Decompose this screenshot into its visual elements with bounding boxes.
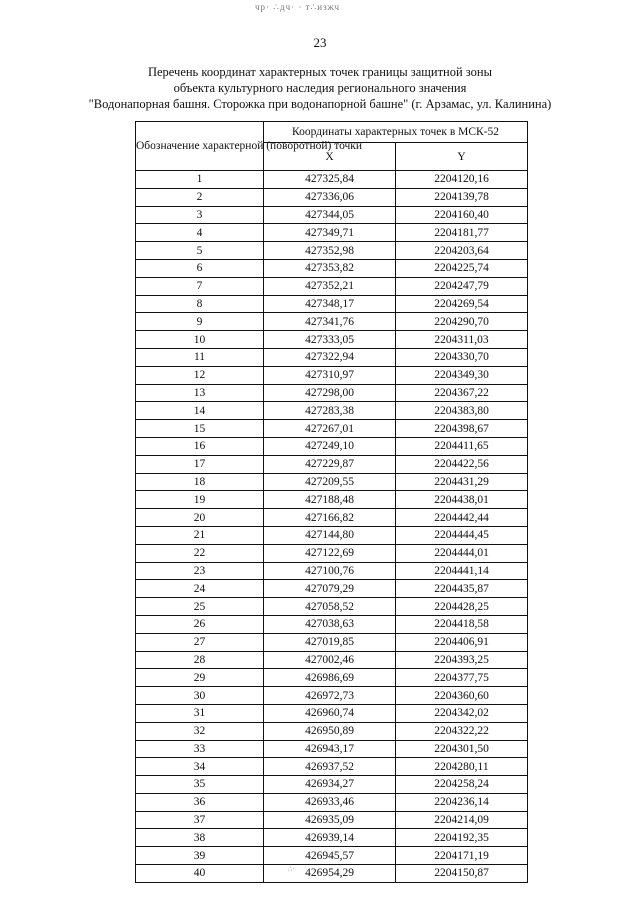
cell-point-number: 18: [136, 473, 264, 491]
cell-y: 2204330,70: [396, 348, 528, 366]
cell-y: 2204150,87: [396, 865, 528, 883]
cell-x: 426935,09: [264, 811, 396, 829]
table-row: [136, 615, 528, 633]
cell-y: 2204225,74: [396, 259, 528, 277]
cell-y: 2204247,79: [396, 277, 528, 295]
cell-point-number: 34: [136, 758, 264, 776]
cell-x: 427079,29: [264, 580, 396, 598]
cell-point-number: 36: [136, 793, 264, 811]
cell-point-number: 38: [136, 829, 264, 847]
cell-y: 2204438,01: [396, 491, 528, 509]
table-row: [136, 348, 528, 366]
cell-point-number: 13: [136, 384, 264, 402]
cell-x: 426939,14: [264, 829, 396, 847]
header-coordinates: Координаты характерных точек в МСК-52: [264, 122, 528, 143]
cell-point-number: 37: [136, 811, 264, 829]
cell-x: 427325,84: [264, 171, 396, 189]
cell-x: 427336,06: [264, 188, 396, 206]
table-row: [136, 384, 528, 402]
cell-y: 2204442,44: [396, 509, 528, 527]
cell-point-number: 6: [136, 259, 264, 277]
cell-y: 2204418,58: [396, 615, 528, 633]
cell-x: 426986,69: [264, 669, 396, 687]
cell-x: 426950,89: [264, 722, 396, 740]
cell-x: 427322,94: [264, 348, 396, 366]
cell-point-number: 26: [136, 615, 264, 633]
cell-x: 427353,82: [264, 259, 396, 277]
table-row: [136, 206, 528, 224]
cell-y: 2204301,50: [396, 740, 528, 758]
cell-point-number: 21: [136, 526, 264, 544]
table-row: [136, 491, 528, 509]
cell-x: 427209,55: [264, 473, 396, 491]
table-row: [136, 437, 528, 455]
table-row: [136, 224, 528, 242]
table-row: [136, 598, 528, 616]
cell-point-number: 9: [136, 313, 264, 331]
cell-y: 2204383,80: [396, 402, 528, 420]
cell-y: 2204192,35: [396, 829, 528, 847]
cell-y: 2204181,77: [396, 224, 528, 242]
cell-y: 2204441,14: [396, 562, 528, 580]
table-row: [136, 402, 528, 420]
table-row: [136, 171, 528, 189]
coordinates-table: [135, 121, 528, 883]
cell-y: 2204435,87: [396, 580, 528, 598]
cell-point-number: 11: [136, 348, 264, 366]
cell-point-number: 40: [136, 865, 264, 883]
cell-point-number: 15: [136, 420, 264, 438]
cell-x: 427249,10: [264, 437, 396, 455]
cell-x: 427267,01: [264, 420, 396, 438]
cell-point-number: 33: [136, 740, 264, 758]
cell-x: 427333,05: [264, 331, 396, 349]
scan-artifact-marks: чр· ∴дч· · т∴изжч: [255, 2, 340, 12]
cell-x: 427349,71: [264, 224, 396, 242]
cell-point-number: 3: [136, 206, 264, 224]
cell-point-number: 1: [136, 171, 264, 189]
table-row: [136, 295, 528, 313]
cell-x: 427188,48: [264, 491, 396, 509]
table-row: [136, 242, 528, 260]
cell-x: 427166,82: [264, 509, 396, 527]
table-row: [136, 188, 528, 206]
cell-y: 2204393,25: [396, 651, 528, 669]
cell-point-number: 7: [136, 277, 264, 295]
cell-point-number: 30: [136, 687, 264, 705]
title-line-3: "Водонапорная башня. Сторожка при водонапорной башне" (г. Арзамас, ул. Калинина): [88, 97, 552, 111]
cell-point-number: 4: [136, 224, 264, 242]
cell-x: 427348,17: [264, 295, 396, 313]
cell-y: 2204236,14: [396, 793, 528, 811]
cell-x: 426954,29: [264, 865, 396, 883]
cell-x: 426933,46: [264, 793, 396, 811]
cell-x: 427344,05: [264, 206, 396, 224]
cell-y: 2204214,09: [396, 811, 528, 829]
cell-y: 2204406,91: [396, 633, 528, 651]
cell-x: 427283,38: [264, 402, 396, 420]
cell-y: 2204360,60: [396, 687, 528, 705]
cell-point-number: 35: [136, 776, 264, 794]
cell-y: 2204428,25: [396, 598, 528, 616]
table-row: [136, 633, 528, 651]
cell-y: 2204139,78: [396, 188, 528, 206]
cell-x: 426945,57: [264, 847, 396, 865]
cell-x: 427352,21: [264, 277, 396, 295]
cell-x: 427341,76: [264, 313, 396, 331]
cell-point-number: 16: [136, 437, 264, 455]
table-row: [136, 366, 528, 384]
table-row: [136, 526, 528, 544]
cell-y: 2204203,64: [396, 242, 528, 260]
cell-point-number: 27: [136, 633, 264, 651]
cell-x: 427019,85: [264, 633, 396, 651]
cell-x: 427002,46: [264, 651, 396, 669]
cell-point-number: 39: [136, 847, 264, 865]
cell-point-number: 29: [136, 669, 264, 687]
cell-y: 2204398,67: [396, 420, 528, 438]
document-title: [0, 64, 640, 112]
cell-point-number: 17: [136, 455, 264, 473]
cell-y: 2204444,01: [396, 544, 528, 562]
table-row: [136, 331, 528, 349]
cell-point-number: 28: [136, 651, 264, 669]
header-point-designation: Обозначение характерной (поворотной) точки: [136, 122, 264, 171]
cell-y: 2204411,65: [396, 437, 528, 455]
cell-y: 2204377,75: [396, 669, 528, 687]
cell-point-number: 25: [136, 598, 264, 616]
table-row: [136, 580, 528, 598]
cell-x: 427298,00: [264, 384, 396, 402]
cell-y: 2204422,56: [396, 455, 528, 473]
table-row: [136, 455, 528, 473]
table-row: [136, 313, 528, 331]
cell-point-number: 8: [136, 295, 264, 313]
cell-point-number: 32: [136, 722, 264, 740]
table-row: [136, 473, 528, 491]
cell-y: 2204431,29: [396, 473, 528, 491]
cell-x: 426937,52: [264, 758, 396, 776]
cell-x: 427310,97: [264, 366, 396, 384]
table-row: [136, 704, 528, 722]
cell-x: 427038,63: [264, 615, 396, 633]
cell-x: 426960,74: [264, 704, 396, 722]
table-row: [136, 509, 528, 527]
table-row: [136, 793, 528, 811]
header-x: X: [264, 143, 396, 171]
title-line-1: Перечень координат характерных точек границы защитной зоны: [147, 65, 493, 79]
cell-point-number: 22: [136, 544, 264, 562]
table-row: [136, 847, 528, 865]
cell-y: 2204322,22: [396, 722, 528, 740]
cell-point-number: 12: [136, 366, 264, 384]
cell-point-number: 20: [136, 509, 264, 527]
cell-y: 2204280,11: [396, 758, 528, 776]
table-row: [136, 687, 528, 705]
cell-point-number: 23: [136, 562, 264, 580]
table-row: [136, 811, 528, 829]
page-number: 23: [313, 35, 327, 50]
cell-y: 2204444,45: [396, 526, 528, 544]
table-row: [136, 669, 528, 687]
table-row: [136, 544, 528, 562]
cell-point-number: 24: [136, 580, 264, 598]
cell-x: 426934,27: [264, 776, 396, 794]
cell-point-number: 10: [136, 331, 264, 349]
cell-x: 427058,52: [264, 598, 396, 616]
cell-x: 427100,76: [264, 562, 396, 580]
table-row: [136, 277, 528, 295]
cell-y: 2204160,40: [396, 206, 528, 224]
cell-point-number: 14: [136, 402, 264, 420]
table-row: [136, 562, 528, 580]
cell-x: 426972,73: [264, 687, 396, 705]
table-row: [136, 776, 528, 794]
scan-artifact-footer: ∴·: [288, 865, 295, 873]
table-row: [136, 259, 528, 277]
cell-y: 2204367,22: [396, 384, 528, 402]
cell-point-number: 19: [136, 491, 264, 509]
cell-y: 2204120,16: [396, 171, 528, 189]
header-y: Y: [396, 143, 528, 171]
cell-point-number: 2: [136, 188, 264, 206]
cell-y: 2204342,02: [396, 704, 528, 722]
cell-y: 2204171,19: [396, 847, 528, 865]
cell-y: 2204269,54: [396, 295, 528, 313]
cell-x: 427122,69: [264, 544, 396, 562]
cell-point-number: 31: [136, 704, 264, 722]
table-row: [136, 651, 528, 669]
table-row: [136, 758, 528, 776]
table-body: [136, 171, 528, 883]
table-row: [136, 420, 528, 438]
table-row: [136, 740, 528, 758]
cell-x: 427144,80: [264, 526, 396, 544]
table-row: [136, 829, 528, 847]
cell-y: 2204311,03: [396, 331, 528, 349]
cell-point-number: 5: [136, 242, 264, 260]
cell-y: 2204349,30: [396, 366, 528, 384]
cell-y: 2204258,24: [396, 776, 528, 794]
cell-y: 2204290,70: [396, 313, 528, 331]
table-row: [136, 722, 528, 740]
cell-x: 427352,98: [264, 242, 396, 260]
table-row: [136, 865, 528, 883]
cell-x: 426943,17: [264, 740, 396, 758]
title-line-2: объекта культурного наследия регионального значения: [173, 81, 467, 95]
cell-x: 427229,87: [264, 455, 396, 473]
